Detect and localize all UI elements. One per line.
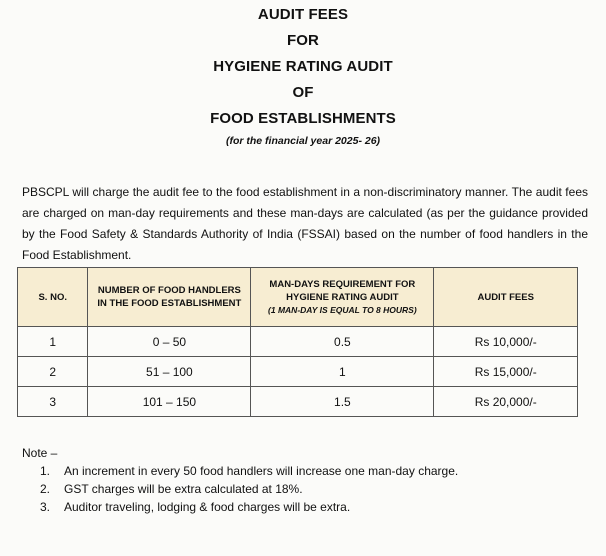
cell-man-days: 0.5	[251, 327, 434, 357]
cell-sno: 3	[18, 387, 88, 417]
title-line-5: FOOD ESTABLISHMENTS	[210, 110, 396, 127]
cell-audit-fee: Rs 20,000/-	[434, 387, 578, 417]
notes-heading: Note –	[22, 446, 58, 460]
title-line-1: AUDIT FEES	[257, 6, 349, 23]
note-text: Auditor traveling, lodging & food charges will be extra.	[64, 500, 351, 514]
cell-food-handlers: 0 – 50	[88, 327, 251, 357]
document-title	[0, 2, 606, 149]
header-man-days	[251, 268, 434, 327]
table-header-row	[18, 268, 578, 327]
title-line-4: OF	[292, 84, 314, 101]
note-text: GST charges will be extra calculated at 18%.	[64, 482, 303, 496]
cell-man-days: 1	[251, 357, 434, 387]
list-item	[40, 480, 458, 498]
title-line-3: HYGIENE RATING AUDIT	[213, 58, 393, 75]
note-text: An increment in every 50 food handlers will increase one man-day charge.	[64, 464, 459, 478]
list-item	[40, 462, 458, 480]
note-number: 2.	[40, 482, 51, 496]
cell-sno: 2	[18, 357, 88, 387]
note-number: 1.	[40, 464, 51, 478]
header-man-days-label: MAN-DAYS REQUIREMENT FOR HYGIENE RATING AUDIT	[269, 278, 416, 303]
cell-audit-fee: Rs 10,000/-	[434, 327, 578, 357]
table-row	[18, 357, 578, 387]
cell-sno: 1	[18, 327, 88, 357]
notes-list	[40, 462, 458, 516]
cell-audit-fee: Rs 15,000/-	[434, 357, 578, 387]
cell-food-handlers: 101 – 150	[88, 387, 251, 417]
header-man-days-note: (1 MAN-DAY IS EQUAL TO 8 HOURS)	[268, 304, 417, 315]
audit-fees-table	[17, 267, 578, 417]
title-line-2: FOR	[287, 32, 319, 49]
cell-food-handlers: 51 – 100	[88, 357, 251, 387]
header-sno: S. NO.	[18, 268, 88, 327]
financial-year-subtitle: (for the financial year 2025- 26)	[225, 135, 381, 147]
cell-man-days: 1.5	[251, 387, 434, 417]
table-row	[18, 327, 578, 357]
table-row	[18, 387, 578, 417]
list-item	[40, 498, 458, 516]
note-number: 3.	[40, 500, 51, 514]
intro-paragraph: PBSCPL will charge the audit fee to the food establishment in a non-discriminatory manner. The audit fees are charged on man-day requirements and these man-days are calculated (as per the guidance provided by the Food Safety & Standards Authority of India (FSSAI) based on the number of food handlers in the Food Establishment.	[22, 185, 588, 262]
header-food-handlers: NUMBER OF FOOD HANDLERS IN THE FOOD ESTABLISHMENT	[88, 268, 251, 327]
header-audit-fees: AUDIT FEES	[434, 268, 578, 327]
